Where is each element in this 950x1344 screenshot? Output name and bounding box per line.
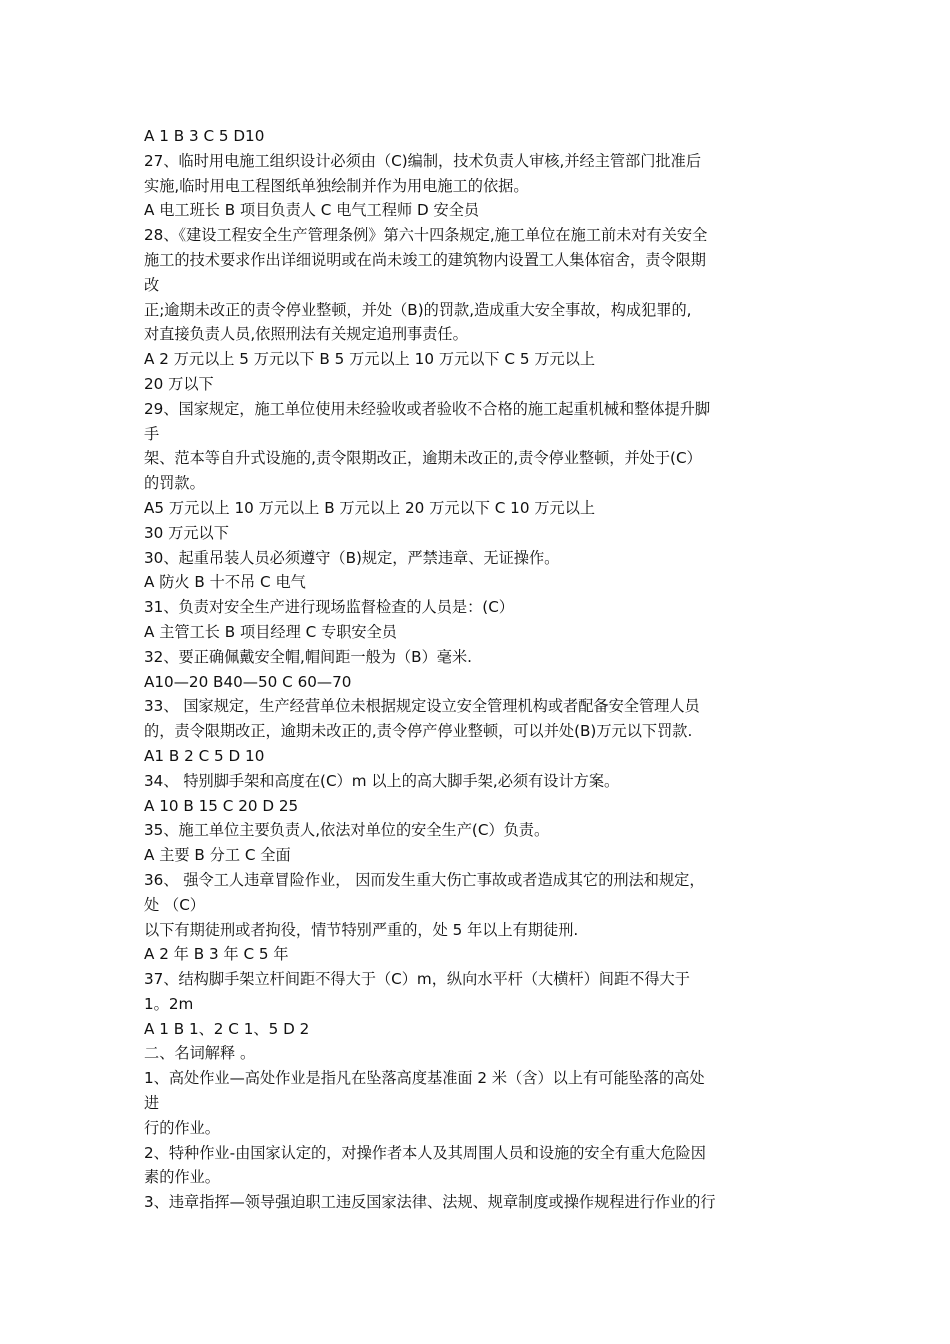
text-line: 实施,临时用电工程图纸单独绘制并作为用电施工的依据。 <box>144 176 529 195</box>
text-line: A 2 万元以上 5 万元以下 B 5 万元以上 10 万元以下 C 5 万元以上 <box>144 350 596 369</box>
document-body <box>144 124 814 1215</box>
text-line: A 2 年 B 3 年 C 5 年 <box>144 945 289 964</box>
text-line: 架、范本等自升式设施的,责令限期改正，逾期未改正的,责令停业整顿，并处于(C） <box>144 449 702 468</box>
text-line: 素的作业。 <box>144 1168 220 1187</box>
text-line: 37、结构脚手架立杆间距不得大于（C）m，纵向水平杆（大横杆）间距不得大于 <box>144 970 690 989</box>
text-line: 36、 强令工人违章冒险作业， 因而发生重大伤亡事故或者造成其它的刑法和规定， <box>144 870 705 889</box>
text-line: 32、要正确佩戴安全帽,帽间距一般为（B）毫米. <box>144 647 472 666</box>
text-line: 33、 国家规定，生产经营单位未根据规定设立安全管理机构或者配备安全管理人员 <box>144 697 700 716</box>
text-line: A 防火 B 十不吊 C 电气 <box>144 573 306 592</box>
text-line: 1、高处作业—高处作业是指凡在坠落高度基准面 2 米（含）以上有可能坠落的高处 <box>144 1069 705 1088</box>
text-line: 行的作业。 <box>144 1118 220 1137</box>
text-line: A10—20 B40—50 C 60—70 <box>144 672 352 691</box>
text-line: 的罚款。 <box>144 474 205 493</box>
text-line: 27、临时用电施工组织设计必须由（C)编制，技术负责人审核,并经主管部门批准后 <box>144 151 702 170</box>
text-line: A 主要 B 分工 C 全面 <box>144 846 291 865</box>
text-line: 施工的技术要求作出详细说明或在尚未竣工的建筑物内设置工人集体宿舍，责令限期 <box>144 250 706 269</box>
text-line: 31、负责对安全生产进行现场监督检查的人员是：(C） <box>144 598 514 617</box>
text-line: 的，责令限期改正，逾期未改正的,责令停产停业整顿，可以并处(B)万元以下罚款. <box>144 722 693 741</box>
text-line: A 1 B 3 C 5 D10 <box>144 127 265 145</box>
text-line: 改 <box>144 275 160 294</box>
text-line: 1。2m <box>144 994 194 1013</box>
text-line: A 主管工长 B 项目经理 C 专职安全员 <box>144 622 397 641</box>
text-line: A 电工班长 B 项目负责人 C 电气工程师 D 安全员 <box>144 201 480 220</box>
text-line: 34、 特别脚手架和高度在(C）m 以上的高大脚手架,必须有设计方案。 <box>144 771 620 790</box>
text-line: 3、违章指挥—领导强迫职工违反国家法律、法规、规章制度或操作规程进行作业的行 <box>144 1193 716 1212</box>
text-line: 二、名词解释 。 <box>144 1044 256 1063</box>
text-line: 28、《建设工程安全生产管理条例》第六十四条规定,施工单位在施工前未对有关安全 <box>144 226 708 245</box>
text-line: 处 （C） <box>144 895 205 914</box>
text-line: 以下有期徒刑或者拘役，情节特别严重的，处 5 年以上有期徒刑. <box>144 920 579 939</box>
text-line: 29、国家规定，施工单位使用未经验收或者验收不合格的施工起重机械和整体提升脚 <box>144 399 711 418</box>
text-line: A5 万元以上 10 万元以上 B 万元以上 20 万元以下 C 10 万元以上 <box>144 498 596 517</box>
text-line: A 1 B 1、2 C 1、5 D 2 <box>144 1019 310 1038</box>
text-line: A 10 B 15 C 20 D 25 <box>144 796 299 815</box>
text-line: 对直接负责人员,依照刑法有关规定追刑事责任。 <box>144 325 468 344</box>
text-line: 30 万元以下 <box>144 523 229 542</box>
text-line: 20 万以下 <box>144 374 214 393</box>
text-line: 35、施工单位主要负责人,依法对单位的安全生产(C）负责。 <box>144 821 550 840</box>
text-line: 手 <box>144 424 160 443</box>
text-line: 2、特种作业-由国家认定的，对操作者本人及其周围人员和设施的安全有重大危险因 <box>144 1143 706 1162</box>
text-line: A1 B 2 C 5 D 10 <box>144 746 265 765</box>
text-line: 正;逾期未改正的责令停业整顿，并处（B)的罚款,造成重大安全事故，构成犯罪的, <box>144 300 692 319</box>
text-line: 进 <box>144 1094 160 1113</box>
text-line: 30、起重吊装人员必须遵守（B)规定，严禁违章、无证操作。 <box>144 548 560 567</box>
